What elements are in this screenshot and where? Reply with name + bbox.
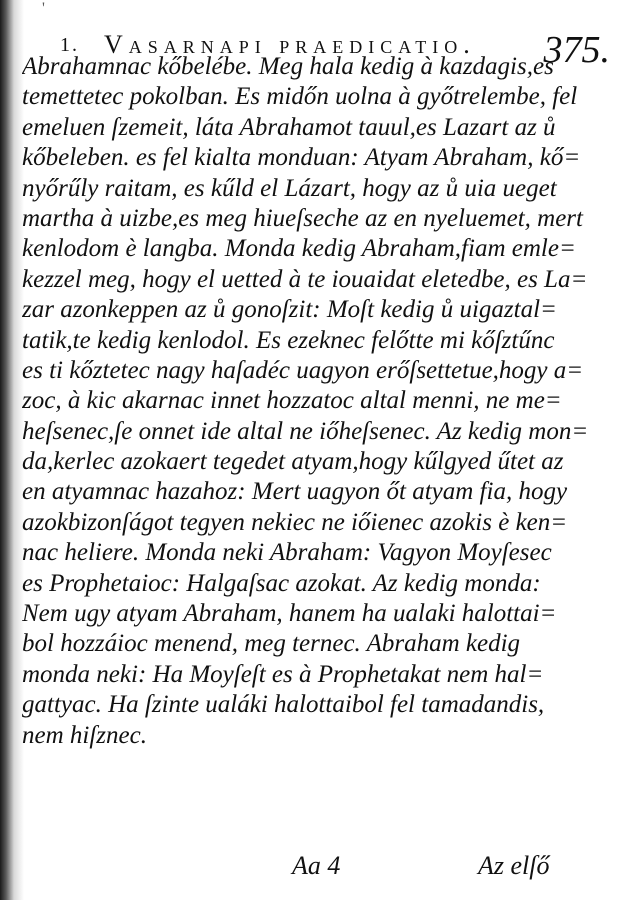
text-line: en atyamnac hazahoz: Mert uagyon őt atyam fia, hogy <box>22 478 568 506</box>
header-title: Vasarnapi praedicatio. <box>104 30 476 59</box>
text-line: Nem ugy atyam Abraham, hanem ha ualaki halottai= <box>22 600 557 628</box>
page-footer <box>0 845 625 895</box>
text-line: heſsenec,ſe onnet ide altal ne iőheſsenec. Az kedig mon= <box>22 417 589 445</box>
text-line: kenlodom è langba. Monda kedig Abraham,fiam emle= <box>22 235 576 263</box>
text-line: Abrahamnac kőbelébe. Meg hala kedig à kazdagis,es <box>22 53 554 80</box>
header-number: 1. <box>60 34 79 56</box>
text-line: martha à uizbe,es meg hiueſseche az en nyeluemet, mert <box>22 204 583 232</box>
page-number: 375. <box>543 29 610 71</box>
text-line: kőbeleben. es fel kialta monduan: Atyam Abraham, kő= <box>22 144 581 172</box>
text-line: nyőrűly raitam, es kűld el Lázart, hogy az ů uia ueget <box>22 174 557 202</box>
text-line: kezzel meg, hogy el uetted à te iouaidat eletedbe, es La= <box>22 265 588 293</box>
text-line: zoc, à kic akarnac innet hozzatoc altal menni, ne me= <box>22 387 562 415</box>
margin-mark: ' <box>42 0 45 17</box>
text-line: es Prophetaioc: Halgaſsac azokat. Az kedig monda: <box>22 569 541 597</box>
text-line: nem hiſznec. <box>22 721 147 749</box>
text-line: zar azonkeppen az ů gonoſzit: Moſt kedig ů uigaztal= <box>22 296 557 324</box>
text-line: es ti kőztetec nagy haſadéc uagyon erőſsettetue,hogy a= <box>22 356 584 384</box>
text-line: bol hozzáioc menend, meg ternec. Abraham kedig <box>22 630 521 658</box>
text-line: gattyac. Ha ſzinte ualáki halottaibol fel tamadandis, <box>22 691 545 719</box>
text-line: temettetec pokolban. Es midőn uolna à győtrelembe, fel <box>22 83 578 111</box>
catchword: Az elſő <box>478 851 550 880</box>
text-line: tatik,te kedig kenlodol. Es ezeknec felőtte mi kőſztűnc <box>22 326 555 354</box>
text-line: monda neki: Ha Moyſeſt es à Prophetakat nem hal= <box>22 660 544 688</box>
sermon-text <box>22 52 602 751</box>
text-line: emeluen ſzemeit, láta Abrahamot tauul,es Lazart az ů <box>22 113 556 141</box>
text-line: da,kerlec azokaert tegedet atyam,hogy kűlgyed űtet az <box>22 448 564 476</box>
text-line: azokbizonſágot tegyen nekiec ne iőienec azokis è ken= <box>22 508 568 536</box>
text-line: nac heliere. Monda neki Abraham: Vagyon Moyſesec <box>22 539 552 567</box>
signature-mark: Aa 4 <box>292 851 341 880</box>
